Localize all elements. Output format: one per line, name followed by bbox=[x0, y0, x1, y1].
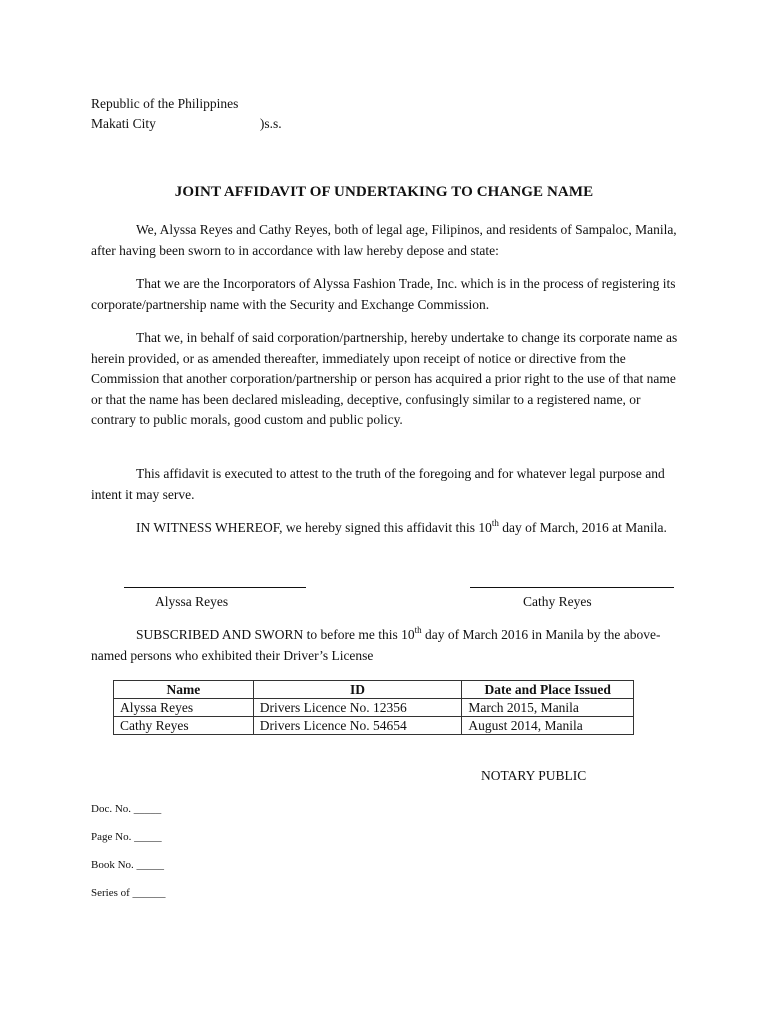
paragraph-purpose: This affidavit is executed to attest to the truth of the foregoing and for whatever legal purpose and intent it may serve. bbox=[91, 466, 665, 502]
signature-line-left bbox=[124, 587, 306, 588]
series-of: Series of ______ bbox=[91, 887, 166, 899]
venue-city-row bbox=[91, 114, 282, 134]
page-number: Page No. _____ bbox=[91, 831, 162, 843]
venue-city: Makati City bbox=[91, 116, 156, 131]
cell-id: Drivers Licence No. 12356 bbox=[253, 699, 462, 717]
notary-public-label: NOTARY PUBLIC bbox=[481, 768, 587, 783]
cell-name: Alyssa Reyes bbox=[114, 699, 254, 717]
document-title: JOINT AFFIDAVIT OF UNDERTAKING TO CHANGE NAME bbox=[174, 184, 594, 200]
cell-name: Cathy Reyes bbox=[114, 717, 254, 735]
signatory-right: Cathy Reyes bbox=[523, 594, 592, 609]
venue-ss: )s.s. bbox=[259, 116, 282, 131]
doc-number: Doc. No. _____ bbox=[91, 803, 162, 815]
header-name: Name bbox=[114, 681, 254, 699]
witness-text-start: IN WITNESS WHEREOF, we hereby signed this affidavit this 10 bbox=[136, 520, 492, 535]
signatory-left: Alyssa Reyes bbox=[155, 594, 229, 609]
paragraph-affiants: We, Alyssa Reyes and Cathy Reyes, both of legal age, Filipinos, and residents of Sampaloc, Manila, after having been sworn to in accordance with law hereby depose and state: bbox=[91, 222, 677, 258]
id-table bbox=[113, 680, 634, 735]
witness-text-end: day of March, 2016 at Manila. bbox=[498, 520, 667, 535]
signature-line-right bbox=[470, 587, 674, 588]
jurat-ordinal: th bbox=[414, 624, 422, 635]
cell-date-place: March 2015, Manila bbox=[462, 699, 634, 717]
venue-country: Republic of the Philippines bbox=[91, 96, 239, 111]
jurat-text-end: day of March 2016 in Manila by the above-named persons who exhibited their Driver’s License bbox=[91, 627, 661, 663]
cell-id: Drivers Licence No. 54654 bbox=[253, 717, 462, 735]
paragraph-jurat bbox=[91, 625, 681, 666]
table-row bbox=[114, 717, 634, 735]
paragraph-incorporators: That we are the Incorporators of Alyssa Fashion Trade, Inc. which is in the process of registering its corporate/partnership name with the Security and Exchange Commission. bbox=[91, 276, 676, 312]
book-number: Book No. _____ bbox=[91, 859, 165, 871]
table-row bbox=[114, 699, 634, 717]
cell-date-place: August 2014, Manila bbox=[462, 717, 634, 735]
jurat-text-start: SUBSCRIBED AND SWORN to before me this 10 bbox=[136, 627, 415, 642]
table-header-row bbox=[114, 681, 634, 699]
header-date-place: Date and Place Issued bbox=[462, 681, 634, 699]
header-id: ID bbox=[253, 681, 462, 699]
paragraph-witness bbox=[91, 518, 681, 539]
venue-block bbox=[91, 94, 282, 134]
witness-ordinal: th bbox=[491, 517, 499, 528]
paragraph-undertaking: That we, in behalf of said corporation/partnership, hereby undertake to change its corporate name as herein provided, or as amended thereafter, immediately upon receipt of notice or directive from the Commission that another corporation/partnership or person has acquired a prior right to the use of that name or that the name has been declared misleading, deceptive, confusingly similar to a registered name, or contrary to public morals, good custom and public policy. bbox=[91, 330, 678, 427]
